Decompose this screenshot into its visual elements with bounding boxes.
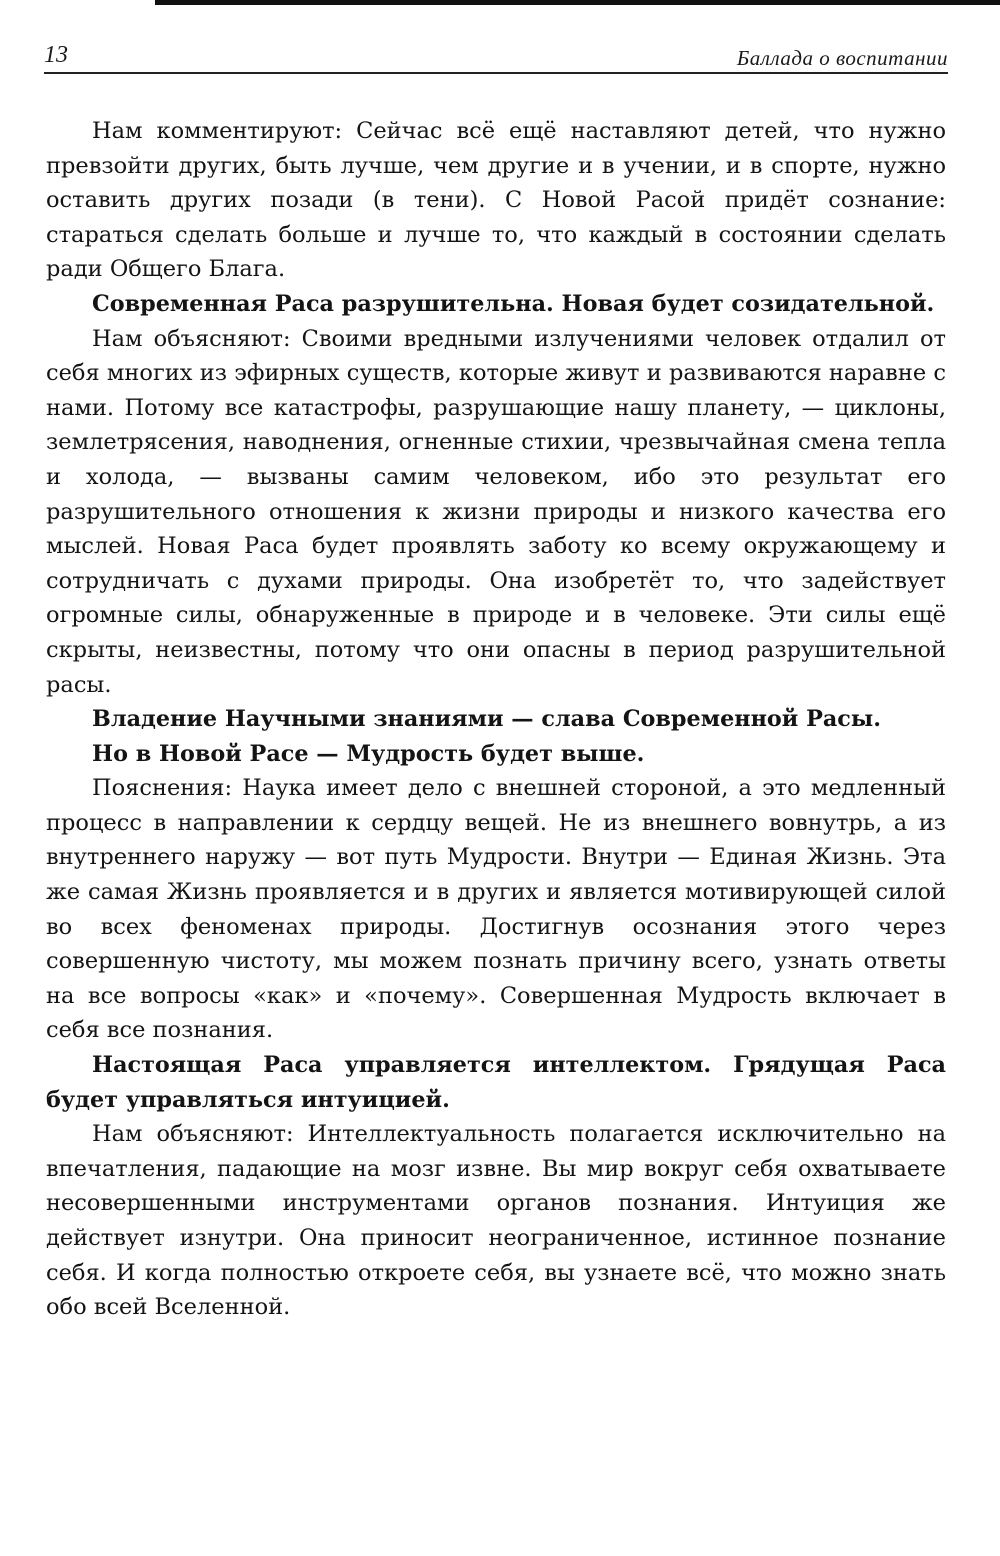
paragraph: Пояснения: Наука имеет дело с внешней стороной, а это медленный процесс в направлении к сердцу вещей. Не из внешнего вовнутрь, а из внутреннего наружу — вот путь Мудрости. Внутри — Единая Жизнь. Эта же самая Жизнь проявляется и в других и является мотивирующей силой во всех феноменах природы. Достигнув осознания этого через совершенную чистоту, мы можем познать причину всего, узнать ответы на все вопросы «как» и «почему». Совершенная Мудрость включает в себя все познания. bbox=[46, 775, 946, 1044]
bold-statement: Современная Раса разрушительна. Новая будет созидательной. bbox=[92, 290, 935, 317]
body-text bbox=[46, 114, 946, 1325]
top-edge-rule bbox=[155, 0, 1000, 5]
bold-statement: Настоящая Раса управляется интеллектом. Грядущая Раса будет управляться интуицией. bbox=[46, 1052, 946, 1113]
paragraph: Нам объясняют: Интеллектуальность полагается исключительно на впечатления, падающие на мозг извне. Вы мир вокруг себя охватываете несовершенными инструментами органов познания. Интуиция же действует изнутри. Она приносит неограниченное, истинное познание себя. И когда полностью откроете себя, вы узнаете всё, что можно знать обо всей Вселенной. bbox=[46, 1121, 946, 1321]
running-title: Баллада о воспитании bbox=[736, 46, 948, 70]
paragraph: Нам комментируют: Сейчас всё ещё наставляют детей, что нужно превзойти других, быть лучше, чем другие и в учении, и в спорте, нужно оставить других позади (в тени). С Новой Расой придёт сознание: стараться сделать больше и лучше то, что каждый в состоянии сделать ради Общего Блага. bbox=[46, 118, 946, 283]
bold-statement: Но в Новой Расе — Мудрость будет выше. bbox=[92, 740, 645, 767]
bold-statement: Владение Научными знаниями — слава Современной Расы. bbox=[92, 706, 881, 733]
page-number: 13 bbox=[44, 42, 68, 68]
paragraph: Нам объясняют: Своими вредными излучениями человек отдалил от себя многих из эфирных существ, которые живут и развиваются наравне с нами. Потому все катастрофы, разрушающие нашу планету, — циклоны, землетрясения, наводнения, огненные стихии, чрезвычайная смена тепла и холода, — вызваны самим человеком, ибо это результат его разрушительного отношения к жизни природы и низкого качества его мыслей. Новая Раса будет проявлять заботу ко всему окружающему и сотрудничать с духами природы. Она изобретёт то, что задействует огромные силы, обнаруженные в природе и в человеке. Эти силы ещё скрыты, неизвестны, потому что они опасны в период разрушительной расы. bbox=[46, 325, 946, 698]
page-header bbox=[44, 38, 948, 74]
